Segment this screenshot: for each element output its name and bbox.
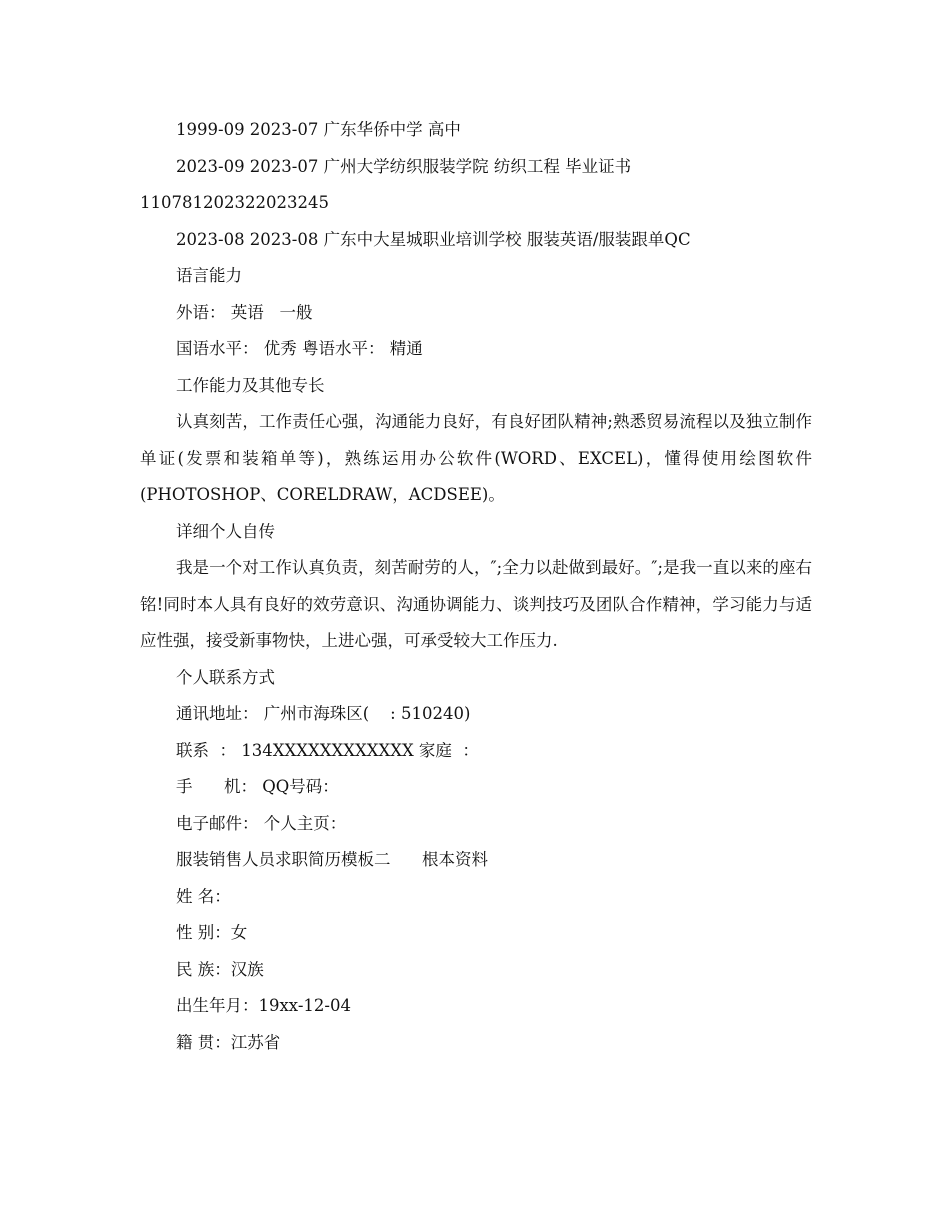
field-gender: 性 别：女 xyxy=(176,923,248,942)
education-entry: 2023-09 2023-07 广州大学纺织服装学院 纺织工程 毕业证书 xyxy=(176,156,632,176)
foreign-language: 外语： 英语 一般 xyxy=(176,302,313,322)
section-heading-skills: 工作能力及其他专长 xyxy=(176,375,325,395)
template-title: 服装销售人员求职简历模板二 根本资料 xyxy=(176,850,488,869)
education-entry: 1999-09 2023-07 广东华侨中学 高中 xyxy=(176,120,461,139)
contact-address: 通讯地址： 广州市海珠区( : 510240) xyxy=(176,704,471,723)
autobiography-paragraph: 我是一个对工作认真负责，刻苦耐劳的人，″;全力以赴做到最好。″;是我一直以来的座右铭!同时本人具有良好的效劳意识、沟通协调能力、谈判技巧及团队合作精神，学习能力与适应性强，接受新事物快，上进心强，可承受较大工作压力. xyxy=(140,558,812,650)
contact-email: 电子邮件： 个人主页： xyxy=(176,813,347,833)
education-entry: 2023-08 2023-08 广东中大星城职业培训学校 服装英语/服装跟单QC xyxy=(176,229,691,249)
field-origin: 籍 贯：江苏省 xyxy=(176,1032,281,1052)
document-body xyxy=(140,112,812,1061)
dialect-level: 国语水平： 优秀 粤语水平： 精通 xyxy=(176,339,423,358)
section-heading-language: 语言能力 xyxy=(176,266,242,285)
section-heading-autobiography: 详细个人自传 xyxy=(176,521,275,541)
field-birth-date: 出生年月：19xx-12-04 xyxy=(176,996,351,1015)
contact-mobile: 手 机： QQ号码： xyxy=(176,777,339,796)
field-name: 姓 名： xyxy=(176,886,231,906)
field-ethnicity: 民 族：汉族 xyxy=(176,959,264,979)
skills-paragraph: 认真刻苦，工作责任心强，沟通能力良好，有良好团队精神;熟悉贸易流程以及独立制作单证(发票和装箱单等)，熟练运用办公软件(WORD、EXCEL)，懂得使用绘图软件(PHOTOSHOP、CORELDRAW，ACDSEE)。 xyxy=(140,412,812,504)
section-heading-contact: 个人联系方式 xyxy=(176,667,275,687)
contact-phone: 联系 ： 134XXXXXXXXXXXX 家庭 ： xyxy=(176,740,479,760)
certificate-number: 110781202322023245 xyxy=(140,193,329,212)
